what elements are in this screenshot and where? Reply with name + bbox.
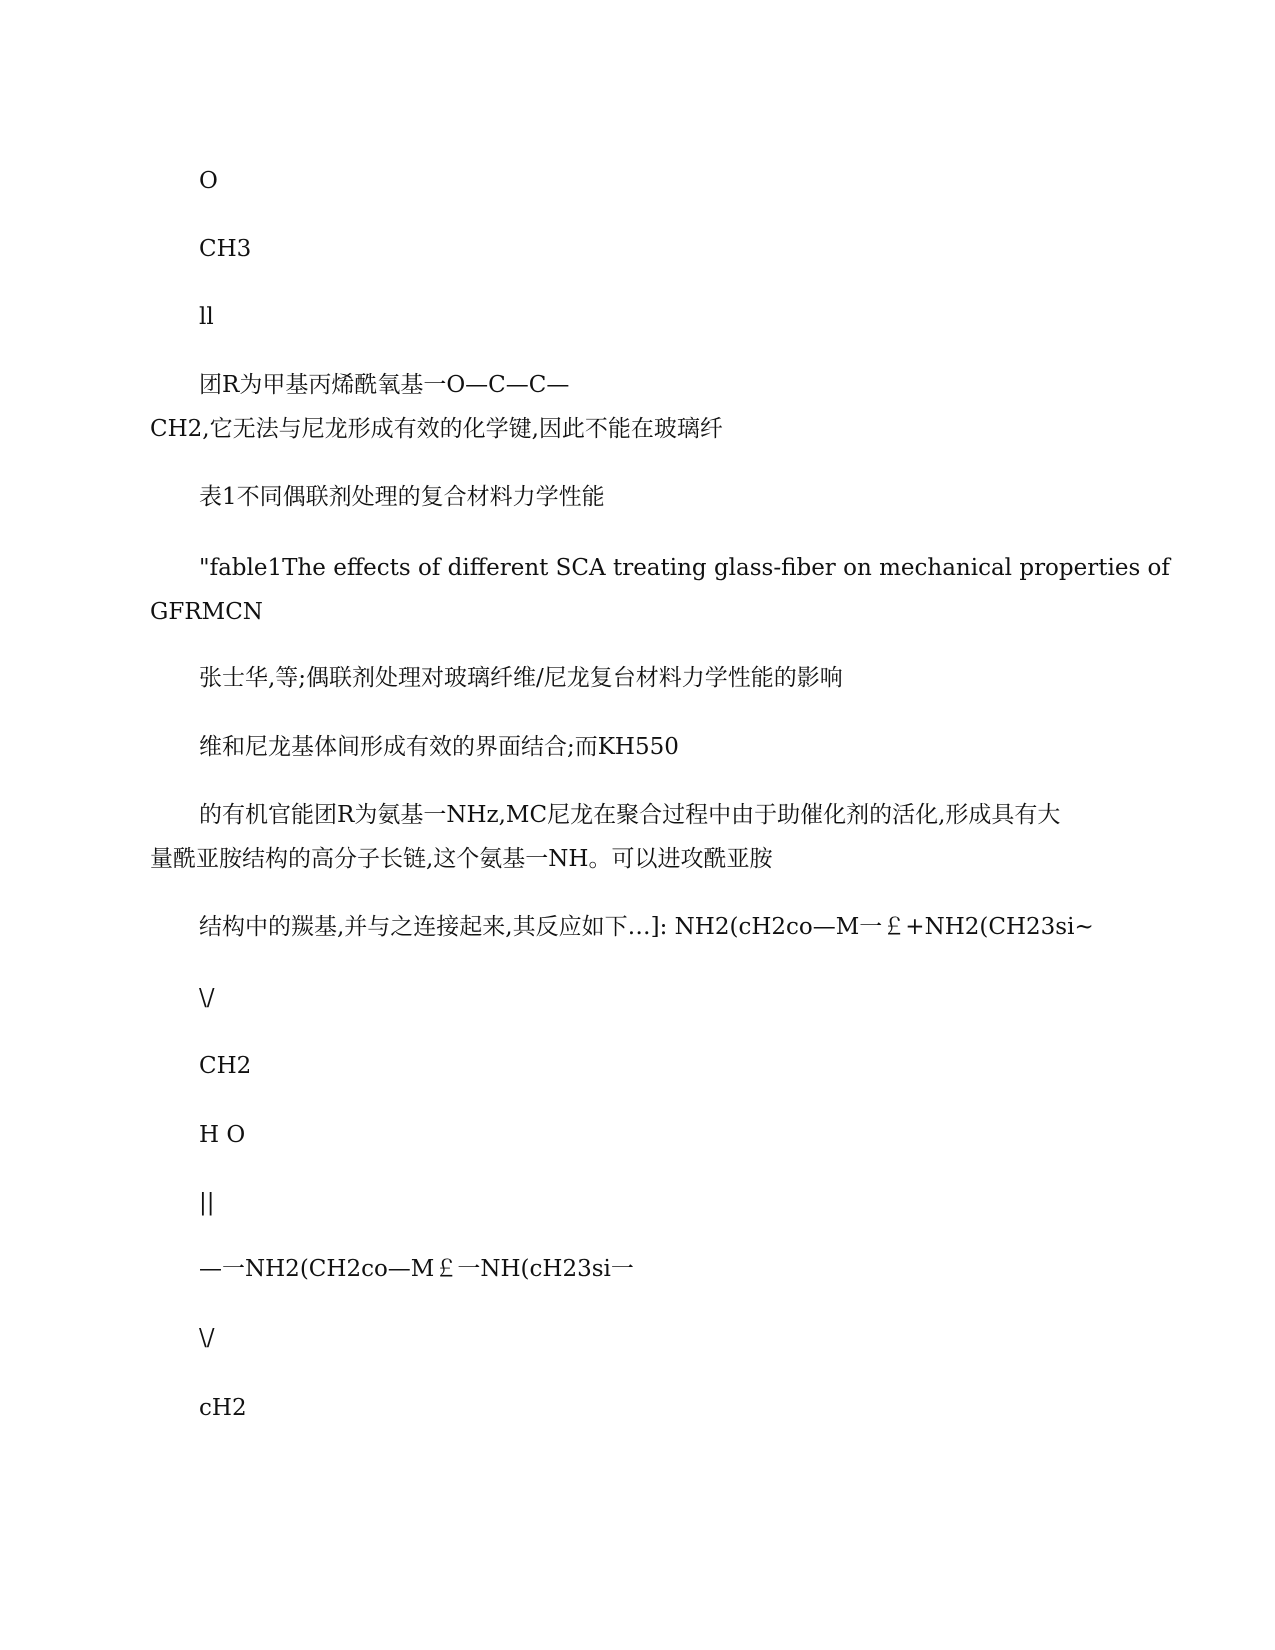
formula-h-o-atoms: H O [199,1122,246,1148]
paragraph-line: CH2,它无法与尼龙形成有效的化学键,因此不能在玻璃纤 [150,416,723,442]
formula-atom-o: O [199,168,218,194]
table-caption-en-cont: GFRMCN [150,599,263,625]
formula-ch2-group: CH2 [199,1053,252,1079]
paragraph-line: 维和尼龙基体间形成有效的界面结合;而KH550 [199,734,679,760]
reaction-equation-line: 结构中的羰基,并与之连接起来,其反应如下…]: NH2(cH2co—M一￡+NH2(CH23si~ [199,914,1094,940]
formula-double-bond-mark: || [199,1190,215,1216]
formula-double-bond-mark: ll [199,304,214,330]
table-caption-cn: 表1不同偶联剂处理的复合材料力学性能 [199,484,605,510]
paragraph-line: 团R为甲基丙烯酰氧基一O—C—C— [199,372,570,398]
formula-ring-mark: \/ [199,985,215,1011]
formula-methyl-group: CH3 [199,236,252,262]
paragraph-line: 量酰亚胺结构的高分子长链,这个氨基一NH。可以进攻酰亚胺 [150,846,773,872]
formula-ring-mark: \/ [199,1325,215,1351]
running-header: 张士华,等;偶联剂处理对玻璃纤维/尼龙复台材料力学性能的影响 [199,665,843,691]
paragraph-line: 的有机官能团R为氨基一NHz,MC尼龙在聚合过程中由于助催化剂的活化,形成具有大 [199,802,1061,828]
reaction-product-line: —一NH2(CH2co—M￡一NH(cH23si一 [199,1256,634,1282]
table-caption-en: "fable1The effects of different SCA treating glass-fiber on mechanical properties of [199,555,1170,581]
formula-ch2-group: cH2 [199,1395,247,1421]
